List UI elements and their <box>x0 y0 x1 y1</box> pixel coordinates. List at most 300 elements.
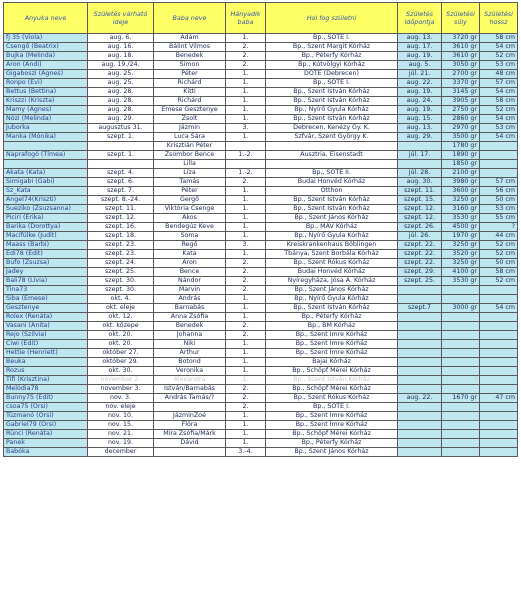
mother-name-cell: Panek <box>4 439 88 448</box>
due-date-cell: aug. 28. <box>88 88 154 97</box>
baby-name-cell: András <box>154 295 226 304</box>
birth-date-cell: szept. 12. <box>398 205 442 214</box>
mother-name-cell: Bufo (Zsuzsa) <box>4 259 88 268</box>
birth-weight-cell: 2750 gr <box>442 106 480 115</box>
nth-baby-cell: 1. <box>226 358 266 367</box>
baby-name-cell: Barnabás <box>154 304 226 313</box>
baby-name-cell: Nándor <box>154 277 226 286</box>
mother-name-cell: Naprafogó (Tímea) <box>4 151 88 160</box>
birth-weight-cell: 3050 gr <box>442 61 480 70</box>
birth-length-cell: 52 cm <box>480 106 518 115</box>
birth-weight-cell <box>442 286 480 295</box>
nth-baby-cell: 1.-2. <box>226 151 266 160</box>
mother-name-cell: Babóka <box>4 448 88 457</box>
birth-place-cell: Bp., MÁV Kórház <box>266 223 398 232</box>
table-row <box>4 313 518 322</box>
birth-place-cell: Bp., Szent István Kórház <box>266 196 398 205</box>
birth-place-cell: Bp., SOTE II. <box>266 169 398 178</box>
birth-date-cell: szept. 22. <box>398 250 442 259</box>
table-row <box>4 187 518 196</box>
nth-baby-cell: 1. <box>226 232 266 241</box>
birth-weight-cell: 3520 gr <box>442 250 480 259</box>
birth-length-cell <box>480 151 518 160</box>
due-date-cell: szept. 1. <box>88 133 154 142</box>
due-date-cell: október 27. <box>88 349 154 358</box>
birth-date-cell: aug. 29. <box>398 133 442 142</box>
birth-length-cell: 53 cm <box>480 61 518 70</box>
nth-baby-cell: 1. <box>226 34 266 43</box>
due-date-cell: szept. 11. <box>88 205 154 214</box>
birth-place-cell: Bp., Szent István Kórház <box>266 304 398 313</box>
birth-place-cell: Szfvár, Szent György K. <box>266 133 398 142</box>
birth-length-cell <box>480 367 518 376</box>
baby-name-cell: Soma <box>154 232 226 241</box>
mother-name-cell: Piciri (Erika) <box>4 214 88 223</box>
mother-name-cell: Beuka <box>4 358 88 367</box>
nth-baby-cell: 2. <box>226 52 266 61</box>
baby-name-cell: Áron <box>154 259 226 268</box>
table-row <box>4 232 518 241</box>
birth-date-cell: aug. 17. <box>398 43 442 52</box>
baby-name-cell: Bendegúz Keve <box>154 223 226 232</box>
nth-baby-cell: 2. <box>226 43 266 52</box>
birth-date-cell: júl. 21. <box>398 70 442 79</box>
birth-weight-cell <box>442 439 480 448</box>
table-row <box>4 160 518 169</box>
baby-name-cell: Tamás <box>154 178 226 187</box>
baby-name-cell: Niki <box>154 340 226 349</box>
due-date-cell: aug. 25. <box>88 70 154 79</box>
birth-date-cell: szept. 22. <box>398 259 442 268</box>
nth-baby-cell: 1. <box>226 88 266 97</box>
mother-name-cell: Maass (Barbi) <box>4 241 88 250</box>
birth-date-cell: szept. 11. <box>398 187 442 196</box>
table-row <box>4 124 518 133</box>
baby-name-cell: Bálint Vilmos <box>154 43 226 52</box>
birth-date-cell <box>398 313 442 322</box>
mother-name-cell: Sueziko (Zsuzsanna) <box>4 205 88 214</box>
birth-weight-cell <box>442 385 480 394</box>
birth-length-cell: 54 cm <box>480 115 518 124</box>
table-row <box>4 133 518 142</box>
birth-date-cell <box>398 142 442 151</box>
birth-date-cell: szept. 22. <box>398 241 442 250</box>
birth-place-cell: Bp., Szent Imre Kórház <box>266 331 398 340</box>
nth-baby-cell: 1. <box>226 313 266 322</box>
due-date-cell: szept. 23. <box>88 241 154 250</box>
nth-baby-cell: 1. <box>226 412 266 421</box>
birth-length-cell <box>480 349 518 358</box>
baby-name-cell: Viktória Csenge <box>154 205 226 214</box>
due-date-cell: szept. 6. <box>88 178 154 187</box>
birth-place-cell: Bp., Nyírő Gyula Kórház <box>266 232 398 241</box>
birth-place-cell: Budai Honvéd Kórház <box>266 268 398 277</box>
birth-date-cell <box>398 385 442 394</box>
baby-name-cell: Ákos <box>154 214 226 223</box>
table-row <box>4 439 518 448</box>
header-birth-date: Születés időpontja <box>398 3 442 34</box>
birth-place-cell: Bp., SOTE I. <box>266 34 398 43</box>
birth-weight-cell: 4100 gr <box>442 268 480 277</box>
mother-name-cell: Manka (Mónika) <box>4 133 88 142</box>
mother-name-cell: Akata (Kata) <box>4 169 88 178</box>
nth-baby-cell: 2. <box>226 322 266 331</box>
birth-date-cell <box>398 322 442 331</box>
mother-name-cell: Gesztenye <box>4 304 88 313</box>
baby-name-cell: Benedek <box>154 322 226 331</box>
table-row <box>4 97 518 106</box>
birth-place-cell: Bp., Szent Imre Kórház <box>266 421 398 430</box>
birth-weight-cell: 3610 gr <box>442 52 480 61</box>
due-date-cell: aug. 6. <box>88 34 154 43</box>
nth-baby-cell: 2. <box>226 61 266 70</box>
birth-weight-cell: 1970 gr <box>442 232 480 241</box>
birth-date-cell <box>398 286 442 295</box>
baby-name-cell <box>154 448 226 457</box>
table-row <box>4 286 518 295</box>
mother-name-cell: Gigaboszi (Ágnes) <box>4 70 88 79</box>
birth-weight-cell: 1850 gr <box>442 160 480 169</box>
birth-date-cell: aug. 30. <box>398 178 442 187</box>
birth-place-cell: Bp., Szent Margit Kórház <box>266 43 398 52</box>
header-mother-name: Anyuka neve <box>4 3 88 34</box>
birth-length-cell: 52 cm <box>480 277 518 286</box>
mother-name-cell: Ronpo (Évi) <box>4 79 88 88</box>
table-body <box>4 34 518 457</box>
birth-weight-cell <box>442 367 480 376</box>
birth-weight-cell: 1890 gr <box>442 151 480 160</box>
mother-name-cell: Angel74(Kriszti) <box>4 196 88 205</box>
table-row <box>4 340 518 349</box>
baby-name-cell: Krisztián Péter <box>154 142 226 151</box>
table-row <box>4 70 518 79</box>
mother-name-cell: Rejo (Szilvia) <box>4 331 88 340</box>
mother-name-cell: csoa75 (Orsi) <box>4 403 88 412</box>
birth-length-cell <box>480 331 518 340</box>
birth-place-cell: Bp., Szent János Kórház <box>266 448 398 457</box>
nth-baby-cell: 2. <box>226 403 266 412</box>
birth-length-cell <box>480 322 518 331</box>
table-row <box>4 88 518 97</box>
due-date-cell: szept. 25. <box>88 268 154 277</box>
due-date-cell: aug. 29. <box>88 115 154 124</box>
table-row <box>4 178 518 187</box>
birth-place-cell: Bp., Szent Imre Kórház <box>266 412 398 421</box>
table-row <box>4 394 518 403</box>
baby-name-cell: Zsombor Bence <box>154 151 226 160</box>
birth-place-cell: Bp., Szent Rókus Kórház <box>266 259 398 268</box>
birth-table-container <box>3 2 517 457</box>
birth-place-cell: Budai Honvéd Kórház <box>266 178 398 187</box>
baby-name-cell: JázminZoé <box>154 412 226 421</box>
birth-place-cell <box>266 160 398 169</box>
birth-weight-cell <box>442 331 480 340</box>
birth-date-cell <box>398 430 442 439</box>
mother-name-cell: Tifi (Krisztina) <box>4 376 88 385</box>
due-date-cell: szept. 4. <box>88 169 154 178</box>
birth-date-cell: aug. 19. <box>398 52 442 61</box>
birth-place-cell: Debrecen, Kenézy Gy. K. <box>266 124 398 133</box>
birth-weight-cell: 3530 gr <box>442 277 480 286</box>
nth-baby-cell: 2. <box>226 394 266 403</box>
birth-weight-cell <box>442 349 480 358</box>
birth-length-cell: 58 cm <box>480 34 518 43</box>
nth-baby-cell: 1. <box>226 304 266 313</box>
mother-name-cell: Bali78 (Lívia) <box>4 277 88 286</box>
birth-length-cell: 52 cm <box>480 250 518 259</box>
mother-name-cell: Aron (Andi) <box>4 61 88 70</box>
due-date-cell: aug. 19./24. <box>88 61 154 70</box>
table-row <box>4 421 518 430</box>
birth-place-cell: Bp., Szent János Kórház <box>266 286 398 295</box>
birth-place-cell: Bp., Szent István Kórház <box>266 97 398 106</box>
nth-baby-cell: 2. <box>226 277 266 286</box>
birth-date-cell: aug. 15. <box>398 115 442 124</box>
table-row <box>4 196 518 205</box>
baby-name-cell: Líza <box>154 169 226 178</box>
birth-weight-cell <box>442 358 480 367</box>
birth-length-cell: 54 cm <box>480 133 518 142</box>
header-baby-name: Baba neve <box>154 3 226 34</box>
mother-name-cell: Juborka <box>4 124 88 133</box>
table-row <box>4 151 518 160</box>
birth-place-cell: Bp., Schöpf Mérei Kórház <box>266 385 398 394</box>
baby-name-cell: Zsolt <box>154 115 226 124</box>
nth-baby-cell: 3. <box>226 124 266 133</box>
nth-baby-cell: 2. <box>226 385 266 394</box>
nth-baby-cell: 1. <box>226 97 266 106</box>
baby-name-cell: Simon <box>154 61 226 70</box>
mother-name-cell: Csengő (Beatrix) <box>4 43 88 52</box>
header-birth-weight: Születési súly <box>442 3 480 34</box>
due-date-cell: szept. 1. <box>88 151 154 160</box>
table-row <box>4 295 518 304</box>
birth-weight-cell: 3500 gr <box>442 133 480 142</box>
table-row <box>4 52 518 61</box>
baby-name-cell: Ádám <box>154 34 226 43</box>
table-row <box>4 43 518 52</box>
birth-date-cell <box>398 412 442 421</box>
birth-length-cell <box>480 169 518 178</box>
nth-baby-cell: 2. <box>226 331 266 340</box>
birth-place-cell: Bp., SOTE I. <box>266 79 398 88</box>
baby-name-cell: István/Barnabás <box>154 385 226 394</box>
birth-date-cell <box>398 358 442 367</box>
table-row <box>4 376 518 385</box>
baby-name-cell: Bence <box>154 268 226 277</box>
birth-place-cell: Kreiskrankenhaus Böblingen <box>266 241 398 250</box>
table-row <box>4 106 518 115</box>
birth-date-cell: júl. 26. <box>398 232 442 241</box>
birth-length-cell: 54 cm <box>480 304 518 313</box>
mother-name-cell: Jadey <box>4 268 88 277</box>
table-row <box>4 412 518 421</box>
birth-weight-cell: 2970 gr <box>442 124 480 133</box>
header-row <box>4 3 518 34</box>
birth-weight-cell: 3250 gr <box>442 196 480 205</box>
due-date-cell: nov. 15. <box>88 421 154 430</box>
due-date-cell: nov. 21. <box>88 430 154 439</box>
due-date-cell: okt. közepe <box>88 322 154 331</box>
birth-place-cell: Bp., Szent István Kórház <box>266 376 398 385</box>
due-date-cell: okt. 12. <box>88 313 154 322</box>
baby-name-cell: Arthur <box>154 349 226 358</box>
due-date-cell: okt. eleje <box>88 304 154 313</box>
birth-weight-cell <box>442 448 480 457</box>
due-date-cell: szept. 30. <box>88 277 154 286</box>
due-date-cell: aug. 25. <box>88 79 154 88</box>
mother-name-cell: Bujka (Melinda) <box>4 52 88 61</box>
nth-baby-cell: 1. <box>226 421 266 430</box>
birth-date-cell: aug. 24. <box>398 97 442 106</box>
birth-date-cell <box>398 448 442 457</box>
due-date-cell: augusztus 31. <box>88 124 154 133</box>
birth-place-cell: Tbánya, Szent Borbála Kórház <box>266 250 398 259</box>
birth-date-cell: aug. 22. <box>398 79 442 88</box>
birth-place-cell: Bp., Péterfy Kórház <box>266 52 398 61</box>
birth-date-cell <box>398 331 442 340</box>
table-row <box>4 142 518 151</box>
table-row <box>4 250 518 259</box>
birth-weight-cell: 4500 gr <box>442 223 480 232</box>
nth-baby-cell: 2. <box>226 286 266 295</box>
birth-place-cell: Bp., Nyírő Gyula Kórház <box>266 295 398 304</box>
mother-name-cell: Gabriel79 (Orsi) <box>4 421 88 430</box>
nth-baby-cell: 2. <box>226 259 266 268</box>
birth-weight-cell <box>442 430 480 439</box>
baby-name-cell: Gergő <box>154 196 226 205</box>
birth-date-cell: szept.7 <box>398 304 442 313</box>
table-row <box>4 385 518 394</box>
baby-name-cell: Dávid <box>154 439 226 448</box>
baby-name-cell: Richárd <box>154 79 226 88</box>
birth-weight-cell: 3600 gr <box>442 187 480 196</box>
birth-length-cell: 53 cm <box>480 124 518 133</box>
birth-weight-cell <box>442 340 480 349</box>
birth-place-cell: Bp., BM Kórház <box>266 322 398 331</box>
baby-name-cell: Alexandra <box>154 376 226 385</box>
mother-name-cell: Vasani (Anita) <box>4 322 88 331</box>
birth-date-cell <box>398 403 442 412</box>
birth-place-cell: Bajai Kórház <box>266 358 398 367</box>
birth-date-cell <box>398 340 442 349</box>
birth-weight-cell: 3980 gr <box>442 178 480 187</box>
birth-length-cell: 56 cm <box>480 187 518 196</box>
birth-length-cell: 54 cm <box>480 43 518 52</box>
birth-date-cell: aug. 5. <box>398 61 442 70</box>
birth-weight-cell: 3720 gr <box>442 34 480 43</box>
birth-weight-cell: 3530 gr <box>442 214 480 223</box>
mother-name-cell <box>4 160 88 169</box>
birth-length-cell <box>480 448 518 457</box>
baby-name-cell: Kitti <box>154 88 226 97</box>
nth-baby-cell: 1. <box>226 115 266 124</box>
birth-weight-cell: 3610 gr <box>442 43 480 52</box>
birth-length-cell <box>480 376 518 385</box>
due-date-cell: nov. 19. <box>88 439 154 448</box>
baby-name-cell: Marvin <box>154 286 226 295</box>
birth-place-cell: Bp., Kútvölgyi Kórház <box>266 61 398 70</box>
table-row <box>4 61 518 70</box>
mother-name-cell: Bunny75 (Edit) <box>4 394 88 403</box>
birth-length-cell <box>480 385 518 394</box>
nth-baby-cell: 1.-2. <box>226 169 266 178</box>
birth-length-cell: 58 cm <box>480 268 518 277</box>
mother-name-cell: Siba (Emese) <box>4 295 88 304</box>
birth-length-cell <box>480 421 518 430</box>
due-date-cell: aug. 16. <box>88 43 154 52</box>
birth-length-cell <box>480 358 518 367</box>
nth-baby-cell: 1. <box>226 223 266 232</box>
mother-name-cell: Tüzmanó (Orsi) <box>4 412 88 421</box>
table-row <box>4 430 518 439</box>
nth-baby-cell <box>226 160 266 169</box>
table-row <box>4 358 518 367</box>
birth-length-cell: ? <box>480 223 518 232</box>
birth-date-cell <box>398 160 442 169</box>
birth-weight-cell: 1670 gr <box>442 394 480 403</box>
table-row <box>4 259 518 268</box>
birth-place-cell: Bp., Szent Imre Kórház <box>266 349 398 358</box>
birth-weight-cell: 2700 gr <box>442 70 480 79</box>
birth-weight-cell: 2100 gr <box>442 169 480 178</box>
birth-place-cell: Bp., Péterfy Kórház <box>266 439 398 448</box>
nth-baby-cell: 1. <box>226 376 266 385</box>
birth-length-cell: 47 cm <box>480 394 518 403</box>
due-date-cell: aug. 28. <box>88 97 154 106</box>
baby-name-cell: Péter <box>154 187 226 196</box>
baby-name-cell: Veronika <box>154 367 226 376</box>
due-date-cell: november 2. <box>88 376 154 385</box>
due-date-cell: december <box>88 448 154 457</box>
birth-length-cell <box>480 142 518 151</box>
birth-date-cell <box>398 376 442 385</box>
birth-date-cell: aug. 19. <box>398 88 442 97</box>
birth-place-cell: Bp., Szent Rókus Kórház <box>266 394 398 403</box>
table-row <box>4 241 518 250</box>
nth-baby-cell: 1. <box>226 439 266 448</box>
birth-place-cell: Bp., SOTE I. <box>266 403 398 412</box>
birth-date-cell: aug. 13. <box>398 124 442 133</box>
baby-name-cell: Flóra <box>154 421 226 430</box>
due-date-cell <box>88 160 154 169</box>
birth-date-cell: aug. 22. <box>398 394 442 403</box>
birth-weight-cell: 3370 gr <box>442 79 480 88</box>
header-nth-baby: Hányadik baba <box>226 3 266 34</box>
due-date-cell: szept. 30. <box>88 286 154 295</box>
table-row <box>4 448 518 457</box>
birth-place-cell: Bp., Szent István Kórház <box>266 115 398 124</box>
mother-name-cell: Tina73 <box>4 286 88 295</box>
birth-weight-cell <box>442 295 480 304</box>
birth-weight-cell <box>442 313 480 322</box>
nth-baby-cell: 2. <box>226 178 266 187</box>
nth-baby-cell: 2. <box>226 268 266 277</box>
birth-length-cell <box>480 313 518 322</box>
birth-date-cell: aug. 19. <box>398 106 442 115</box>
birth-table <box>3 2 518 457</box>
birth-date-cell: júl. 17. <box>398 151 442 160</box>
birth-length-cell: 50 cm <box>480 196 518 205</box>
birth-length-cell: 53 cm <box>480 205 518 214</box>
birth-date-cell: szept. 12. <box>398 214 442 223</box>
nth-baby-cell: 3.-4. <box>226 448 266 457</box>
birth-length-cell <box>480 403 518 412</box>
birth-date-cell <box>398 367 442 376</box>
header-birth-length: Születési hossz <box>480 3 518 34</box>
birth-date-cell <box>398 439 442 448</box>
due-date-cell: szept. 7. <box>88 187 154 196</box>
